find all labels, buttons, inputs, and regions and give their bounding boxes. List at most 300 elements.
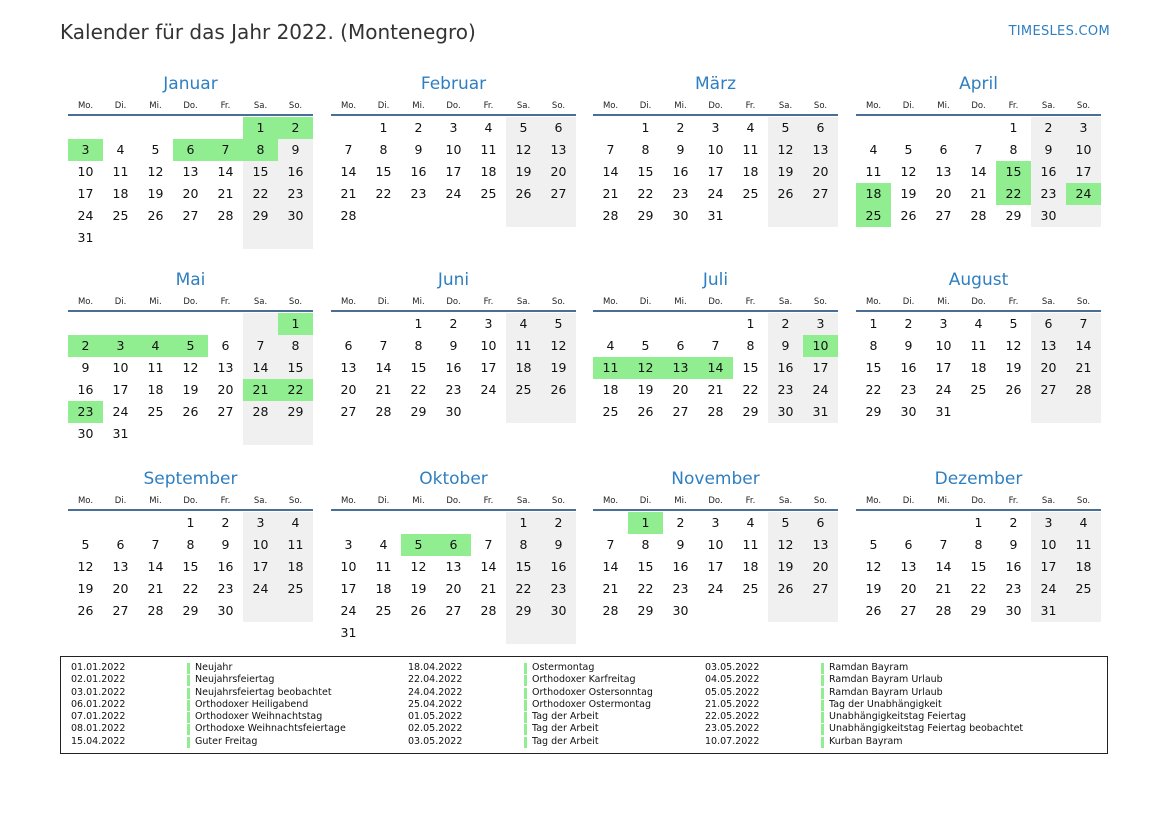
day-cell[interactable]: 29 [410, 404, 427, 419]
day-cell[interactable]: 5 [904, 142, 913, 157]
day-cell[interactable]: 21 [217, 186, 234, 201]
day-cell[interactable]: 29 [182, 603, 199, 618]
holiday-day-cell[interactable]: 10 [803, 335, 838, 357]
day-cell[interactable]: 22 [375, 186, 392, 201]
day-cell[interactable]: 24 [77, 208, 94, 223]
day-cell[interactable]: 17 [340, 581, 357, 596]
day-cell[interactable]: 4 [379, 537, 388, 552]
day-cell[interactable]: 17 [1066, 161, 1101, 183]
day-cell[interactable]: 18 [742, 164, 759, 179]
holiday-day-cell[interactable]: 18 [856, 183, 891, 205]
day-cell[interactable]: 23 [278, 183, 313, 205]
day-cell[interactable]: 22 [637, 581, 654, 596]
day-cell[interactable]: 14 [480, 559, 497, 574]
day-cell[interactable]: 17 [935, 360, 952, 375]
day-cell[interactable]: 25 [480, 186, 497, 201]
day-cell[interactable]: 5 [869, 537, 878, 552]
day-cell[interactable]: 25 [278, 578, 313, 600]
day-cell[interactable]: 24 [707, 581, 724, 596]
day-cell[interactable]: 1 [186, 515, 195, 530]
day-cell[interactable]: 30 [278, 205, 313, 227]
holiday-day-cell[interactable]: 3 [103, 335, 138, 357]
day-cell[interactable]: 22 [637, 186, 654, 201]
day-cell[interactable]: 29 [865, 404, 882, 419]
day-cell[interactable]: 31 [935, 404, 952, 419]
day-cell[interactable]: 12 [77, 559, 94, 574]
day-cell[interactable]: 1 [641, 120, 650, 135]
day-cell[interactable]: 10 [112, 360, 129, 375]
day-cell[interactable]: 16 [445, 360, 462, 375]
day-cell[interactable]: 18 [602, 382, 619, 397]
day-cell[interactable]: 24 [340, 603, 357, 618]
day-cell[interactable]: 25 [112, 208, 129, 223]
day-cell[interactable]: 3 [344, 537, 353, 552]
holiday-day-cell[interactable]: 15 [996, 161, 1031, 183]
day-cell[interactable]: 28 [375, 404, 392, 419]
day-cell[interactable]: 11 [147, 360, 164, 375]
day-cell[interactable]: 26 [506, 183, 541, 205]
day-cell[interactable]: 7 [151, 537, 160, 552]
day-cell[interactable]: 27 [935, 208, 952, 223]
day-cell[interactable]: 8 [278, 335, 313, 357]
day-cell[interactable]: 13 [445, 559, 462, 574]
day-cell[interactable]: 7 [1066, 313, 1101, 335]
day-cell[interactable]: 28 [602, 603, 619, 618]
day-cell[interactable]: 19 [900, 186, 917, 201]
day-cell[interactable]: 30 [77, 426, 94, 441]
day-cell[interactable]: 15 [182, 559, 199, 574]
day-cell[interactable]: 20 [541, 161, 576, 183]
day-cell[interactable]: 4 [974, 316, 983, 331]
day-cell[interactable]: 3 [484, 316, 493, 331]
day-cell[interactable]: 12 [410, 559, 427, 574]
day-cell[interactable]: 5 [541, 313, 576, 335]
day-cell[interactable]: 7 [379, 338, 388, 353]
day-cell[interactable]: 10 [445, 142, 462, 157]
day-cell[interactable]: 12 [865, 559, 882, 574]
day-cell[interactable]: 4 [506, 313, 541, 335]
holiday-day-cell[interactable]: 1 [628, 512, 663, 534]
day-cell[interactable]: 3 [243, 512, 278, 534]
day-cell[interactable]: 6 [676, 338, 685, 353]
day-cell[interactable]: 24 [935, 382, 952, 397]
day-cell[interactable]: 13 [182, 164, 199, 179]
holiday-day-cell[interactable]: 22 [996, 183, 1031, 205]
day-cell[interactable]: 26 [541, 379, 576, 401]
day-cell[interactable]: 26 [900, 208, 917, 223]
day-cell[interactable]: 9 [81, 360, 90, 375]
day-cell[interactable]: 22 [182, 581, 199, 596]
day-cell[interactable]: 13 [900, 559, 917, 574]
day-cell[interactable]: 23 [672, 581, 689, 596]
day-cell[interactable]: 5 [768, 512, 803, 534]
day-cell[interactable]: 2 [904, 316, 913, 331]
day-cell[interactable]: 19 [506, 161, 541, 183]
day-cell[interactable]: 10 [77, 164, 94, 179]
day-cell[interactable]: 31 [803, 401, 838, 423]
day-cell[interactable]: 8 [869, 338, 878, 353]
day-cell[interactable]: 12 [1005, 338, 1022, 353]
day-cell[interactable]: 21 [602, 186, 619, 201]
holiday-day-cell[interactable]: 21 [243, 379, 278, 401]
day-cell[interactable]: 29 [637, 208, 654, 223]
day-cell[interactable]: 15 [970, 559, 987, 574]
day-cell[interactable]: 23 [1031, 183, 1066, 205]
holiday-day-cell[interactable]: 23 [68, 401, 103, 423]
day-cell[interactable]: 19 [1005, 360, 1022, 375]
day-cell[interactable]: 31 [340, 625, 357, 640]
day-cell[interactable]: 22 [865, 382, 882, 397]
day-cell[interactable]: 18 [278, 556, 313, 578]
day-cell[interactable]: 7 [974, 142, 983, 157]
day-cell[interactable]: 20 [935, 186, 952, 201]
day-cell[interactable]: 12 [768, 534, 803, 556]
day-cell[interactable]: 27 [803, 183, 838, 205]
day-cell[interactable]: 28 [602, 208, 619, 223]
day-cell[interactable]: 13 [217, 360, 234, 375]
day-cell[interactable]: 9 [221, 537, 230, 552]
day-cell[interactable]: 18 [1066, 556, 1101, 578]
day-cell[interactable]: 24 [1031, 578, 1066, 600]
day-cell[interactable]: 4 [278, 512, 313, 534]
day-cell[interactable]: 17 [707, 559, 724, 574]
day-cell[interactable]: 25 [742, 581, 759, 596]
day-cell[interactable]: 1 [506, 512, 541, 534]
day-cell[interactable]: 30 [672, 208, 689, 223]
day-cell[interactable]: 13 [112, 559, 129, 574]
day-cell[interactable]: 14 [243, 357, 278, 379]
day-cell[interactable]: 20 [1031, 357, 1066, 379]
day-cell[interactable]: 2 [1009, 515, 1018, 530]
day-cell[interactable]: 19 [77, 581, 94, 596]
day-cell[interactable]: 27 [112, 603, 129, 618]
day-cell[interactable]: 30 [1031, 205, 1066, 227]
day-cell[interactable]: 6 [541, 117, 576, 139]
day-cell[interactable]: 2 [768, 313, 803, 335]
day-cell[interactable]: 5 [1009, 316, 1018, 331]
day-cell[interactable]: 27 [541, 183, 576, 205]
day-cell[interactable]: 13 [803, 534, 838, 556]
day-cell[interactable]: 8 [414, 338, 423, 353]
day-cell[interactable]: 15 [243, 161, 278, 183]
day-cell[interactable]: 7 [939, 537, 948, 552]
holiday-day-cell[interactable]: 11 [593, 357, 628, 379]
day-cell[interactable]: 2 [449, 316, 458, 331]
day-cell[interactable]: 10 [340, 559, 357, 574]
day-cell[interactable]: 11 [506, 335, 541, 357]
day-cell[interactable]: 15 [865, 360, 882, 375]
day-cell[interactable]: 27 [900, 603, 917, 618]
day-cell[interactable]: 14 [935, 559, 952, 574]
day-cell[interactable]: 11 [1066, 534, 1101, 556]
day-cell[interactable]: 21 [340, 186, 357, 201]
day-cell[interactable]: 28 [970, 208, 987, 223]
day-cell[interactable]: 5 [151, 142, 160, 157]
day-cell[interactable]: 17 [707, 164, 724, 179]
day-cell[interactable]: 1 [746, 316, 755, 331]
day-cell[interactable]: 20 [182, 186, 199, 201]
day-cell[interactable]: 15 [637, 164, 654, 179]
day-cell[interactable]: 8 [974, 537, 983, 552]
day-cell[interactable]: 29 [742, 404, 759, 419]
day-cell[interactable]: 3 [711, 120, 720, 135]
day-cell[interactable]: 3 [939, 316, 948, 331]
day-cell[interactable]: 5 [506, 117, 541, 139]
day-cell[interactable]: 25 [742, 186, 759, 201]
day-cell[interactable]: 25 [1066, 578, 1101, 600]
day-cell[interactable]: 18 [480, 164, 497, 179]
day-cell[interactable]: 8 [506, 534, 541, 556]
day-cell[interactable]: 20 [340, 382, 357, 397]
day-cell[interactable]: 25 [147, 404, 164, 419]
day-cell[interactable]: 19 [541, 357, 576, 379]
day-cell[interactable]: 23 [768, 379, 803, 401]
day-cell[interactable]: 24 [445, 186, 462, 201]
day-cell[interactable]: 22 [742, 382, 759, 397]
day-cell[interactable]: 25 [506, 379, 541, 401]
day-cell[interactable]: 12 [182, 360, 199, 375]
day-cell[interactable]: 22 [243, 183, 278, 205]
day-cell[interactable]: 22 [970, 581, 987, 596]
day-cell[interactable]: 7 [484, 537, 493, 552]
holiday-day-cell[interactable]: 1 [278, 313, 313, 335]
day-cell[interactable]: 13 [1031, 335, 1066, 357]
day-cell[interactable]: 4 [606, 338, 615, 353]
day-cell[interactable]: 28 [707, 404, 724, 419]
day-cell[interactable]: 16 [1005, 559, 1022, 574]
day-cell[interactable]: 21 [147, 581, 164, 596]
day-cell[interactable]: 3 [1066, 117, 1101, 139]
day-cell[interactable]: 31 [77, 230, 94, 245]
day-cell[interactable]: 16 [672, 559, 689, 574]
day-cell[interactable]: 19 [182, 382, 199, 397]
day-cell[interactable]: 16 [77, 382, 94, 397]
day-cell[interactable]: 20 [445, 581, 462, 596]
day-cell[interactable]: 29 [506, 600, 541, 622]
day-cell[interactable]: 2 [221, 515, 230, 530]
day-cell[interactable]: 8 [746, 338, 755, 353]
holiday-day-cell[interactable]: 13 [663, 357, 698, 379]
day-cell[interactable]: 16 [1031, 161, 1066, 183]
day-cell[interactable]: 23 [900, 382, 917, 397]
day-cell[interactable]: 16 [278, 161, 313, 183]
day-cell[interactable]: 23 [672, 186, 689, 201]
day-cell[interactable]: 20 [672, 382, 689, 397]
day-cell[interactable]: 30 [541, 600, 576, 622]
day-cell[interactable]: 10 [935, 338, 952, 353]
day-cell[interactable]: 14 [340, 164, 357, 179]
day-cell[interactable]: 5 [768, 117, 803, 139]
holiday-day-cell[interactable]: 5 [401, 534, 436, 556]
day-cell[interactable]: 1 [379, 120, 388, 135]
day-cell[interactable]: 31 [112, 426, 129, 441]
day-cell[interactable]: 30 [672, 603, 689, 618]
day-cell[interactable]: 9 [541, 534, 576, 556]
day-cell[interactable]: 13 [340, 360, 357, 375]
day-cell[interactable]: 14 [970, 164, 987, 179]
day-cell[interactable]: 30 [900, 404, 917, 419]
day-cell[interactable]: 21 [480, 581, 497, 596]
day-cell[interactable]: 16 [217, 559, 234, 574]
day-cell[interactable]: 27 [182, 208, 199, 223]
day-cell[interactable]: 24 [803, 379, 838, 401]
day-cell[interactable]: 4 [1066, 512, 1101, 534]
day-cell[interactable]: 16 [768, 357, 803, 379]
day-cell[interactable]: 9 [278, 139, 313, 161]
day-cell[interactable]: 2 [414, 120, 423, 135]
day-cell[interactable]: 31 [1031, 600, 1066, 622]
day-cell[interactable]: 7 [711, 338, 720, 353]
day-cell[interactable]: 29 [1005, 208, 1022, 223]
day-cell[interactable]: 3 [711, 515, 720, 530]
day-cell[interactable]: 18 [742, 559, 759, 574]
day-cell[interactable]: 16 [410, 164, 427, 179]
day-cell[interactable]: 9 [1009, 537, 1018, 552]
holiday-day-cell[interactable]: 25 [856, 205, 891, 227]
day-cell[interactable]: 10 [1066, 139, 1101, 161]
day-cell[interactable]: 16 [672, 164, 689, 179]
holiday-day-cell[interactable]: 22 [278, 379, 313, 401]
day-cell[interactable]: 8 [186, 537, 195, 552]
day-cell[interactable]: 13 [803, 139, 838, 161]
day-cell[interactable]: 12 [147, 164, 164, 179]
day-cell[interactable]: 13 [541, 139, 576, 161]
holiday-day-cell[interactable]: 7 [208, 139, 243, 161]
day-cell[interactable]: 17 [77, 186, 94, 201]
day-cell[interactable]: 10 [243, 534, 278, 556]
day-cell[interactable]: 15 [410, 360, 427, 375]
day-cell[interactable]: 28 [340, 208, 357, 223]
holiday-day-cell[interactable]: 4 [138, 335, 173, 357]
day-cell[interactable]: 20 [900, 581, 917, 596]
day-cell[interactable]: 19 [865, 581, 882, 596]
day-cell[interactable]: 20 [803, 556, 838, 578]
day-cell[interactable]: 7 [606, 142, 615, 157]
day-cell[interactable]: 6 [221, 338, 230, 353]
day-cell[interactable]: 28 [1066, 379, 1101, 401]
day-cell[interactable]: 26 [182, 404, 199, 419]
day-cell[interactable]: 26 [77, 603, 94, 618]
day-cell[interactable]: 12 [900, 164, 917, 179]
day-cell[interactable]: 19 [768, 556, 803, 578]
day-cell[interactable]: 11 [742, 537, 759, 552]
day-cell[interactable]: 25 [602, 404, 619, 419]
day-cell[interactable]: 18 [970, 360, 987, 375]
day-cell[interactable]: 30 [217, 603, 234, 618]
day-cell[interactable]: 10 [480, 338, 497, 353]
day-cell[interactable]: 20 [803, 161, 838, 183]
day-cell[interactable]: 3 [803, 313, 838, 335]
day-cell[interactable]: 15 [742, 360, 759, 375]
day-cell[interactable]: 20 [112, 581, 129, 596]
day-cell[interactable]: 9 [768, 335, 803, 357]
day-cell[interactable]: 24 [707, 186, 724, 201]
day-cell[interactable]: 17 [445, 164, 462, 179]
day-cell[interactable]: 20 [217, 382, 234, 397]
day-cell[interactable]: 23 [217, 581, 234, 596]
day-cell[interactable]: 27 [340, 404, 357, 419]
day-cell[interactable]: 10 [707, 537, 724, 552]
day-cell[interactable]: 26 [865, 603, 882, 618]
day-cell[interactable]: 21 [970, 186, 987, 201]
holiday-day-cell[interactable]: 24 [1066, 183, 1101, 205]
day-cell[interactable]: 23 [541, 578, 576, 600]
day-cell[interactable]: 9 [904, 338, 913, 353]
day-cell[interactable]: 14 [147, 559, 164, 574]
day-cell[interactable]: 9 [1031, 139, 1066, 161]
holiday-day-cell[interactable]: 12 [628, 357, 663, 379]
day-cell[interactable]: 6 [1031, 313, 1066, 335]
day-cell[interactable]: 18 [112, 186, 129, 201]
day-cell[interactable]: 18 [147, 382, 164, 397]
day-cell[interactable]: 8 [641, 537, 650, 552]
day-cell[interactable]: 12 [506, 139, 541, 161]
day-cell[interactable]: 11 [742, 142, 759, 157]
day-cell[interactable]: 5 [81, 537, 90, 552]
day-cell[interactable]: 16 [900, 360, 917, 375]
day-cell[interactable]: 17 [803, 357, 838, 379]
day-cell[interactable]: 18 [375, 581, 392, 596]
day-cell[interactable]: 26 [410, 603, 427, 618]
holiday-day-cell[interactable]: 2 [278, 117, 313, 139]
day-cell[interactable]: 15 [375, 164, 392, 179]
day-cell[interactable]: 25 [375, 603, 392, 618]
day-cell[interactable]: 22 [410, 382, 427, 397]
day-cell[interactable]: 6 [803, 512, 838, 534]
day-cell[interactable]: 9 [449, 338, 458, 353]
day-cell[interactable]: 10 [707, 142, 724, 157]
day-cell[interactable]: 15 [637, 559, 654, 574]
day-cell[interactable]: 28 [935, 603, 952, 618]
day-cell[interactable]: 3 [449, 120, 458, 135]
day-cell[interactable]: 14 [602, 164, 619, 179]
day-cell[interactable]: 8 [1009, 142, 1018, 157]
day-cell[interactable]: 15 [506, 556, 541, 578]
day-cell[interactable]: 25 [970, 382, 987, 397]
day-cell[interactable]: 6 [939, 142, 948, 157]
day-cell[interactable]: 21 [707, 382, 724, 397]
day-cell[interactable]: 27 [672, 404, 689, 419]
day-cell[interactable]: 1 [414, 316, 423, 331]
day-cell[interactable]: 12 [541, 335, 576, 357]
day-cell[interactable]: 17 [112, 382, 129, 397]
day-cell[interactable]: 17 [480, 360, 497, 375]
day-cell[interactable]: 11 [480, 142, 497, 157]
day-cell[interactable]: 21 [1066, 357, 1101, 379]
day-cell[interactable]: 22 [506, 578, 541, 600]
day-cell[interactable]: 2 [541, 512, 576, 534]
day-cell[interactable]: 23 [1005, 581, 1022, 596]
day-cell[interactable]: 7 [344, 142, 353, 157]
day-cell[interactable]: 11 [865, 164, 882, 179]
day-cell[interactable]: 8 [641, 142, 650, 157]
day-cell[interactable]: 2 [676, 515, 685, 530]
day-cell[interactable]: 27 [217, 404, 234, 419]
day-cell[interactable]: 24 [480, 382, 497, 397]
day-cell[interactable]: 30 [768, 401, 803, 423]
day-cell[interactable]: 14 [602, 559, 619, 574]
day-cell[interactable]: 9 [676, 142, 685, 157]
day-cell[interactable]: 28 [147, 603, 164, 618]
day-cell[interactable]: 26 [768, 183, 803, 205]
day-cell[interactable]: 7 [243, 335, 278, 357]
day-cell[interactable]: 11 [278, 534, 313, 556]
day-cell[interactable]: 14 [375, 360, 392, 375]
day-cell[interactable]: 14 [217, 164, 234, 179]
day-cell[interactable]: 29 [637, 603, 654, 618]
day-cell[interactable]: 11 [970, 338, 987, 353]
day-cell[interactable]: 13 [935, 164, 952, 179]
